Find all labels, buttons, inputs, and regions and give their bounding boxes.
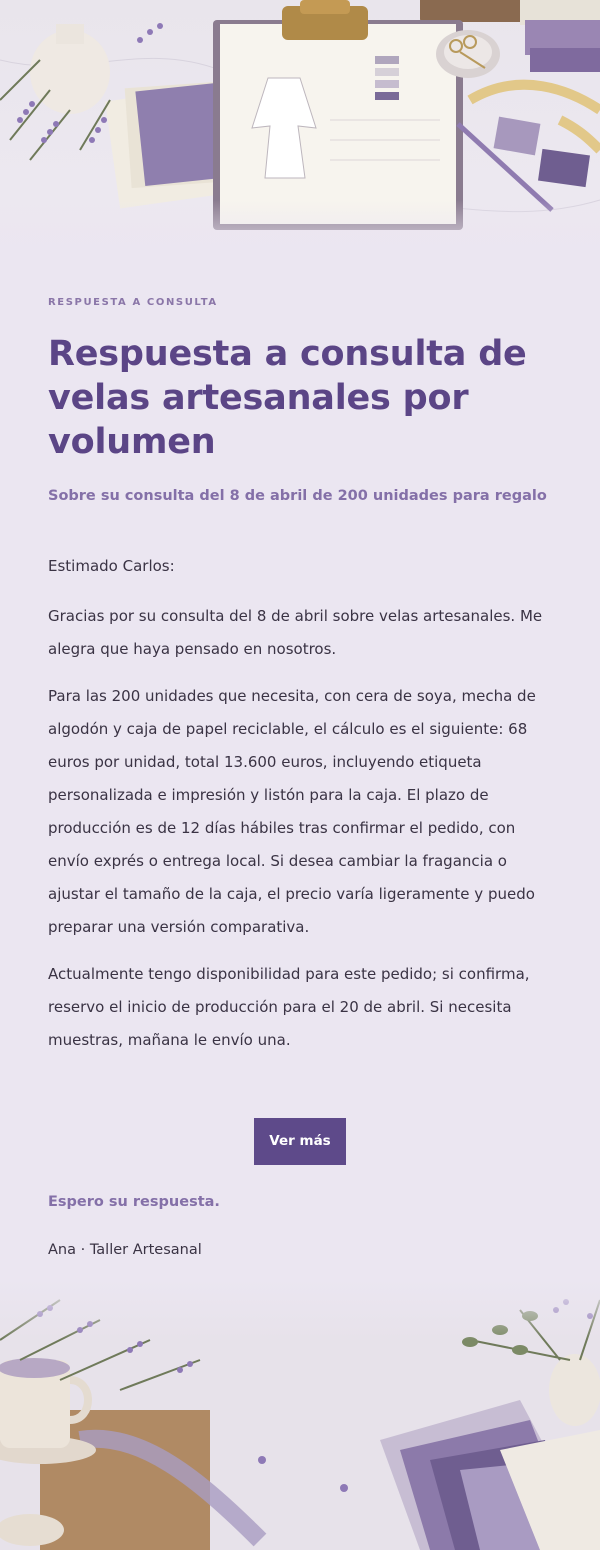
ver-mas-button[interactable]: Ver más [254, 1118, 346, 1165]
cta-container [0, 1118, 600, 1165]
page-subtitle: Sobre su consulta del 8 de abril de 200 unidades para regalo [48, 488, 547, 504]
letter-content [48, 296, 552, 1071]
paragraph-availability: Actualmente tengo disponibilidad para este pedido; si confirma, reservo el inicio de producción para el 20 de abril. Si necesita muestras, mañana le envío una. [48, 965, 530, 1049]
greeting: Estimado Carlos: [48, 557, 175, 575]
eyebrow-label: RESPUESTA A CONSULTA [48, 297, 218, 308]
paragraph-thanks: Gracias por su consulta del 8 de abril sobre velas artesanales. Me alegra que haya pensado en nosotros. [48, 607, 543, 658]
page-title: Respuesta a consulta de velas artesanales por volumen [48, 334, 527, 462]
sewing-workspace-illustration [0, 0, 600, 262]
signature: Ana · Taller Artesanal [48, 1242, 202, 1258]
closing-line: Espero su respuesta. [48, 1194, 220, 1210]
paragraph-quote: Para las 200 unidades que necesita, con cera de soya, mecha de algodón y caja de papel reciclable, el cálculo es el siguiente: 68 euros por unidad, total 13.600 euros, incluyendo etiqueta personalizada e impresión y listón para la caja. El plazo de producción es de 12 días hábiles tras confirmar el pedido, con envío exprés o entrega local. Si desea cambiar la fragancia o ajustar el tamaño de la caja, el precio varía ligeramente y puedo preparar una versión comparativa. [48, 687, 536, 936]
fabric-swatches-illustration [0, 1280, 600, 1550]
letter-body [48, 556, 552, 1057]
hero-image-top [0, 0, 600, 262]
hero-image-bottom [0, 1280, 600, 1550]
